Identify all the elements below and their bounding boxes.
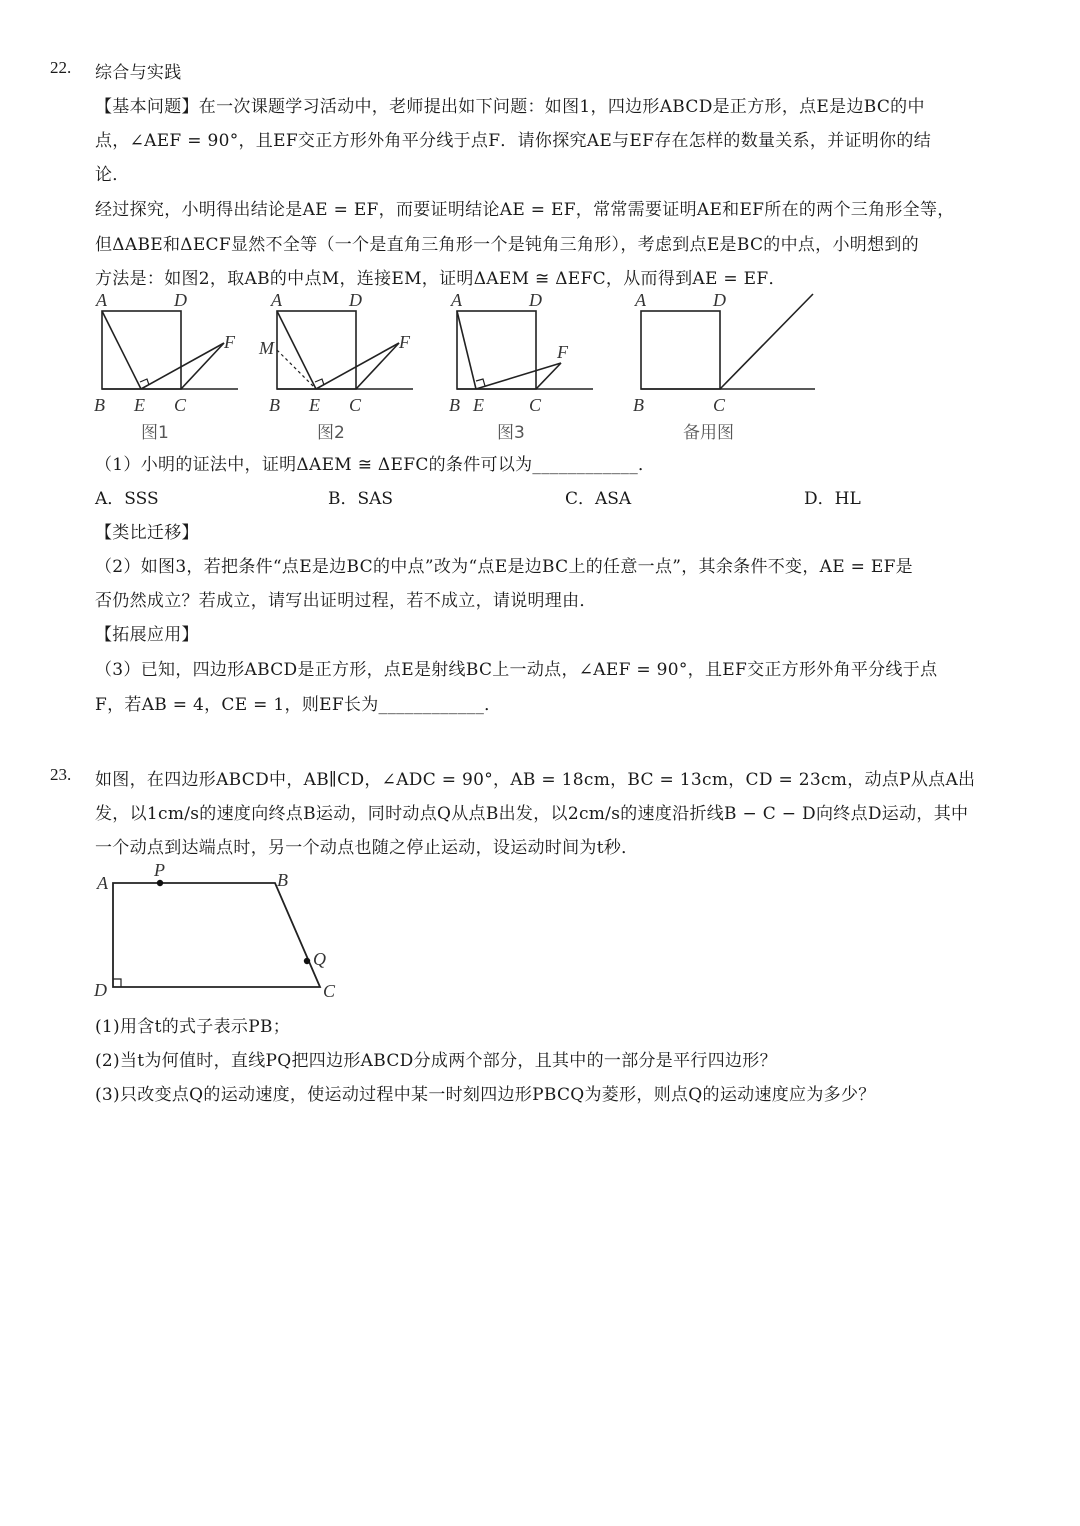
choice-d: D．HL [804, 489, 861, 509]
fig2-label-a: A [271, 290, 282, 310]
spare-label-d: D [713, 290, 726, 310]
q23-part1: (1)用含t的式子表示PB； [95, 1017, 291, 1037]
q22-line-5: 但ΔABE和ΔECF显然不全等（一个是直角三角形一个是钝角三角形），考虑到点E是BC的中点，小明想到的 [95, 235, 919, 255]
q23-number: 23. [50, 765, 72, 784]
fig2-label-b: B [269, 395, 280, 415]
caption-fig3: 图3 [497, 423, 525, 443]
choice-b: B．SAS [328, 489, 394, 509]
spare-label-a: A [635, 290, 646, 310]
figure-2 [259, 286, 423, 421]
q22-part3-line-1: （3）已知，四边形ABCD是正方形，点E是射线BC上一动点，∠AEF = 90°，且EF交正方形外角平分线于点 [95, 660, 938, 680]
choice-a: A．SSS [95, 489, 159, 509]
fig3-label-b: B [449, 395, 460, 415]
fig3-label-c: C [529, 395, 542, 415]
figure-3 [443, 286, 603, 421]
caption-spare: 备用图 [683, 423, 734, 443]
q22-title: 综合与实践 [95, 63, 182, 83]
q22-line-2: 点，∠AEF = 90°，且EF交正方形外角平分线于点F．请你探究AE与EF存在怎样的数量关系，并证明你的结 [95, 131, 931, 151]
fig2-label-e: E [309, 395, 320, 415]
q23-label-c: C [323, 981, 336, 1001]
fig3-label-a: A [451, 290, 462, 310]
q22-line-3: 论． [95, 165, 130, 185]
figure-spare [627, 286, 827, 421]
q22-line-1: 【基本问题】在一次课题学习活动中，老师提出如下问题：如图1，四边形ABCD是正方形，点E是边BC的中 [95, 97, 925, 117]
q22-part2-line-2: 否仍然成立？若成立，请写出证明过程，若不成立，请说明理由． [95, 591, 597, 611]
fig1-label-a: A [96, 290, 107, 310]
caption-fig2: 图2 [317, 423, 345, 443]
caption-fig1: 图1 [141, 423, 169, 443]
q23-part3: (3)只改变点Q的运动速度，使运动过程中某一时刻四边形PBCQ为菱形，则点Q的运动速度应为多少？ [95, 1085, 876, 1105]
fig2-label-m: M [259, 338, 274, 358]
q23-part2: (2)当t为何值时，直线PQ把四边形ABCD分成两个部分，且其中的一部分是平行四边形？ [95, 1051, 777, 1071]
fig1-label-f: F [224, 332, 235, 352]
q23-label-p: P [154, 860, 165, 880]
figure-1 [88, 286, 248, 421]
spare-label-c: C [713, 395, 726, 415]
fig3-label-e: E [473, 395, 484, 415]
fig1-label-e: E [134, 395, 145, 415]
q23-label-a: A [97, 873, 108, 893]
choice-c: C．ASA [565, 489, 632, 509]
fig1-label-d: D [174, 290, 187, 310]
q23-line-2: 发，以1cm/s的速度向终点B运动，同时动点Q从点B出发，以2cm/s的速度沿折线B − C − D向终点D运动，其中 [95, 804, 969, 824]
point-p [157, 880, 163, 886]
q23-figure [88, 860, 358, 1005]
q22-line-4: 经过探究，小明得出结论是AE = EF，而要证明结论AE = EF，常常需要证明AE和EF所在的两个三角形全等， [95, 200, 955, 220]
point-q [304, 958, 310, 964]
q23-line-1: 如图，在四边形ABCD中，AB∥CD，∠ADC = 90°，AB = 18cm，BC = 13cm，CD = 23cm，动点P从点A出 [95, 770, 976, 790]
fig3-label-d: D [529, 290, 542, 310]
q22-part3-line-2: F，若AB = 4，CE = 1，则EF长为____________． [95, 695, 502, 715]
q23-line-3: 一个动点到达端点时，另一个动点也随之停止运动，设运动时间为t秒． [95, 838, 639, 858]
q23-label-d: D [94, 980, 107, 1000]
q22-part2-line-1: （2）如图3，若把条件“点E是边BC的中点”改为“点E是边BC上的任意一点”，其余条件不变，AE = EF是 [95, 557, 913, 577]
fig2-label-c: C [349, 395, 362, 415]
q23-label-q: Q [313, 949, 326, 969]
q22-number: 22. [50, 58, 72, 77]
spare-label-b: B [633, 395, 644, 415]
fig1-label-c: C [174, 395, 187, 415]
fig2-label-d: D [349, 290, 362, 310]
q22-line-6: 方法是：如图2，取AB的中点M，连接EM，证明ΔAEM ≅ ΔEFC，从而得到AE = EF． [95, 269, 786, 289]
fig3-label-f: F [557, 342, 568, 362]
fig2-label-f: F [399, 332, 410, 352]
section-analogy-header: 【类比迁移】 [95, 523, 199, 543]
q22-part1: （1）小明的证法中，证明ΔAEM ≅ ΔEFC的条件可以为____________． [95, 455, 656, 475]
q23-label-b: B [277, 870, 288, 890]
fig1-label-b: B [94, 395, 105, 415]
section-extension-header: 【拓展应用】 [95, 625, 199, 645]
